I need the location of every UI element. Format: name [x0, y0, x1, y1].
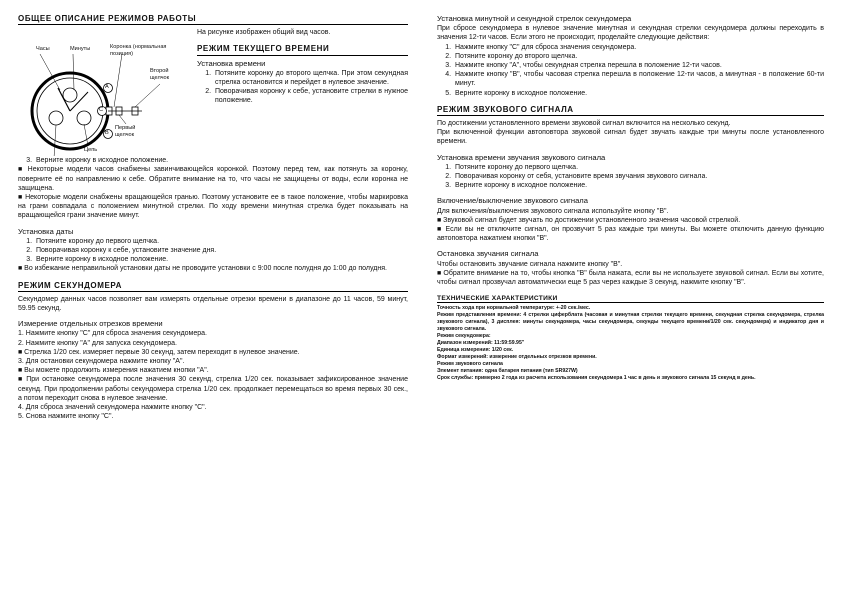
- list-item: ■ Обратите внимание на то, чтобы кнопка "B" была нажата, если вы не используете звуковой сигнал. Если вы хотите, чтобы сигнал прозвучал автоматически еще 5 раз через каждые 3 секунд, нажмите кнопку "B".: [437, 269, 824, 287]
- list-item: ■ Звуковой сигнал будет звучать по достижении установленного значения часовой стрелкой.: [437, 216, 741, 224]
- reset-steps-list: [437, 43, 824, 98]
- sub-measure: Измерение отдельных отрезков времени: [18, 319, 163, 329]
- section-title-modes: ОБЩЕЕ ОПИСАНИЕ РЕЖИМОВ РАБОТЫ: [18, 14, 408, 25]
- note-screw-crown: ■ Некоторые модели часов снабжены завинчивающейся коронкой. Поэтому перед тем, как потянуть за коронку, поверните её по направлению к себе. Обратите внимание на то, что часы не защищены от воды, если коронка не защищена.: [18, 166, 408, 192]
- watch-figure: [18, 28, 193, 156]
- section-title-alarm: РЕЖИМ ЗВУКОВОГО СИГНАЛА: [437, 105, 824, 116]
- tech-line: Формат измерений: измерение отдельных отрезков времени.: [437, 354, 597, 361]
- list-item: 1. Нажмите кнопку "C" для сброса значения секундомера.: [18, 330, 207, 338]
- list-item: 3. Для остановки секундомера нажмите кнопку "A".: [18, 358, 185, 366]
- label-b: B: [105, 130, 109, 137]
- list-item: 1. Потяните коронку до первого щелчка.: [453, 163, 824, 172]
- label-chain: Цепь: [84, 147, 98, 154]
- reset-intro: При сбросе секундомера в нулевое значение минутная и секундная стрелки секундомера должны переходить в значения 12-ти часов. Если этого не происходит, проделайте следующие действия:: [437, 25, 824, 42]
- list-item: 2. Нажмите кнопку "A" для запуска секундомера.: [18, 339, 177, 347]
- left-column: [18, 14, 408, 421]
- list-item: 2. Поворачивая коронку к себе, установите стрелки в нужное положение.: [213, 87, 408, 105]
- figure-text: [193, 28, 408, 156]
- figure-caption: На рисунке изображен общий вид часов.: [197, 29, 331, 37]
- list-item: 3. Верните коронку в исходное положение.: [453, 181, 824, 190]
- tech-specs: [437, 295, 824, 382]
- section-title-time: РЕЖИМ ТЕКУЩЕГО ВРЕМЕНИ: [197, 44, 408, 55]
- label-crown: Коронка (нормальная позиция): [110, 44, 167, 57]
- stopwatch-intro: Секундомер данных часов позволяет вам измерять отдельные отрезки времени в диапазоне до 11 часов, 59 минут, 59.95 секунд.: [18, 295, 408, 313]
- alarm-p1: По достижении установленного времени звуковой сигнал включится на несколько секунд.: [437, 120, 731, 128]
- note-rotating-bezel: ■ Некоторые модели снабжены вращающейся гранью. Поэтому установите ее в такое положение, чтобы маркировка на грани совпадала с положением минутной стрелки. По ходу времени минутная стрелка будет показывать на вращающейся грани значение минут.: [18, 194, 408, 220]
- label-a: A: [105, 84, 109, 91]
- tech-line: Режим представления времени: 4 стрелки циферблата (часовая и минутная стрелки текущего времени, секундная стрелка секундомера, стрелка звукового сигнала), 3 дисплея: минуты секундомера, часы секундомера, секунды текущего времени/1/20 сек. секундомера) и индикатор дня и звукового сигнала.: [437, 312, 824, 333]
- list-item: 3. Верните коронку в исходное положение.: [34, 255, 408, 264]
- label-c: C: [99, 107, 104, 114]
- sub-alarm-set: Установка времени звучания звукового сигнала: [437, 152, 606, 162]
- time-steps-list-cont: [18, 156, 408, 165]
- list-item: 1. Потяните коронку до первого щелчка.: [34, 237, 408, 246]
- list-item: 1. Нажмите кнопку "C" для сброса значения секундомера.: [453, 43, 824, 52]
- list-item: 4. Для сброса значений секундомера нажмите кнопку "C".: [18, 404, 207, 412]
- tech-line: Диапазон измерений: 11:59:59.95": [437, 340, 525, 347]
- list-item: 2. Потяните коронку до второго щелчка.: [453, 52, 824, 61]
- tech-line: Точность хода при нормальной температуре: +-20 сек./мес.: [437, 305, 591, 312]
- sub-date-set: Установка даты: [18, 226, 74, 236]
- sub-reset-hands: Установка минутной и секундной стрелок секундомера: [437, 14, 632, 23]
- list-item: Чтобы остановить звучание сигнала нажмите кнопку "B".: [437, 260, 623, 268]
- tech-line: Единица измерения: 1/20 сек.: [437, 347, 514, 354]
- list-item: 3. Верните коронку в исходное положение.: [34, 156, 408, 165]
- list-item: 2. Поворачивая коронку от себя, установите время звучания звукового сигнала.: [453, 172, 824, 181]
- label-minutes: Минуты: [70, 46, 91, 53]
- list-item: ■ Вы можете продолжить измерения нажатием кнопки "A".: [18, 367, 209, 375]
- list-item: ■ Если вы не отключите сигнал, он прозвучит 5 раз каждые три минуты. Вы можете отключить данную функцию автоповтора нажатием кнопки "B".: [437, 226, 824, 243]
- label-hours: Часы: [36, 46, 50, 53]
- right-column: [437, 14, 824, 382]
- alarm-p2: При включенной функции автоповтора звуковой сигнал будет звучать каждые три минуты после установленного времени.: [437, 129, 824, 146]
- list-item: 2. Поворачивая коронку к себе, установите значение дня.: [34, 246, 408, 255]
- sub-alarm-onoff: Включение/выключение звукового сигнала: [437, 196, 588, 206]
- section-title-tech: ТЕХНИЧЕСКИЕ ХАРАКТЕРИСТИКИ: [437, 295, 824, 303]
- label-first-click: Первый щелчок: [115, 125, 136, 138]
- date-steps-list: [18, 237, 408, 265]
- tech-line: Срок службы: примерно 2 года из расчета использования секундомера 1 час в день и звукового сигнала 15 секунд в день.: [437, 375, 756, 382]
- alarm-set-steps: [437, 163, 824, 191]
- list-item: 5. Снова нажмите кнопку "C".: [18, 413, 114, 421]
- tech-line: Элемент питания: одна батарея питания (тип SR927W): [437, 368, 578, 375]
- sub-time-set: Установка времени: [197, 58, 266, 68]
- figure-row: [18, 28, 408, 156]
- list-item: 4. Нажмите кнопку "B", чтобы часовая стрелка перешла в положение 12-ти часов, а минутная - в положение 60-ти минут.: [453, 70, 824, 88]
- sub-alarm-stop: Остановка звучания сигнала: [437, 249, 539, 259]
- list-item: 5. Верните коронку в исходное положение.: [453, 89, 824, 98]
- section-title-stopwatch: РЕЖИМ СЕКУНДОМЕРА: [18, 281, 408, 292]
- list-item: ■ При остановке секундомера после значения 30 секунд, стрелка 1/20 сек. показывает зафиксированное значение секунд. При продолжении работы секундомера стрелка 1/20 сек. продолжает перемещаться во время первых 30 сек., а потом переходит снова в нулевое значение.: [18, 376, 408, 402]
- tech-line: Режим звукового сигнала: [437, 361, 503, 368]
- list-item: Для включения/выключения звукового сигнала используйте кнопку "B".: [437, 207, 669, 215]
- label-second-click: Второй щелчок: [150, 68, 170, 81]
- list-item: ■ Стрелка 1/20 сек. измеряет первые 30 секунд, затем переходит в нулевое значение.: [18, 348, 300, 356]
- list-item: 1. Потяните коронку до второго щелчка. При этом секундная стрелка остановится и перейдет в нулевое значение.: [213, 69, 408, 87]
- list-item: 3. Нажмите кнопку "A", чтобы секундная стрелка перешла в положение 12-ти часов.: [453, 61, 824, 70]
- note-date: ■ Во избежание неправильной установки даты не проводите установки с 9:00 после полудня до 1:00 до полудня.: [18, 265, 387, 273]
- tech-line: Режим секундомера:: [437, 333, 491, 340]
- time-steps-list: [197, 69, 408, 106]
